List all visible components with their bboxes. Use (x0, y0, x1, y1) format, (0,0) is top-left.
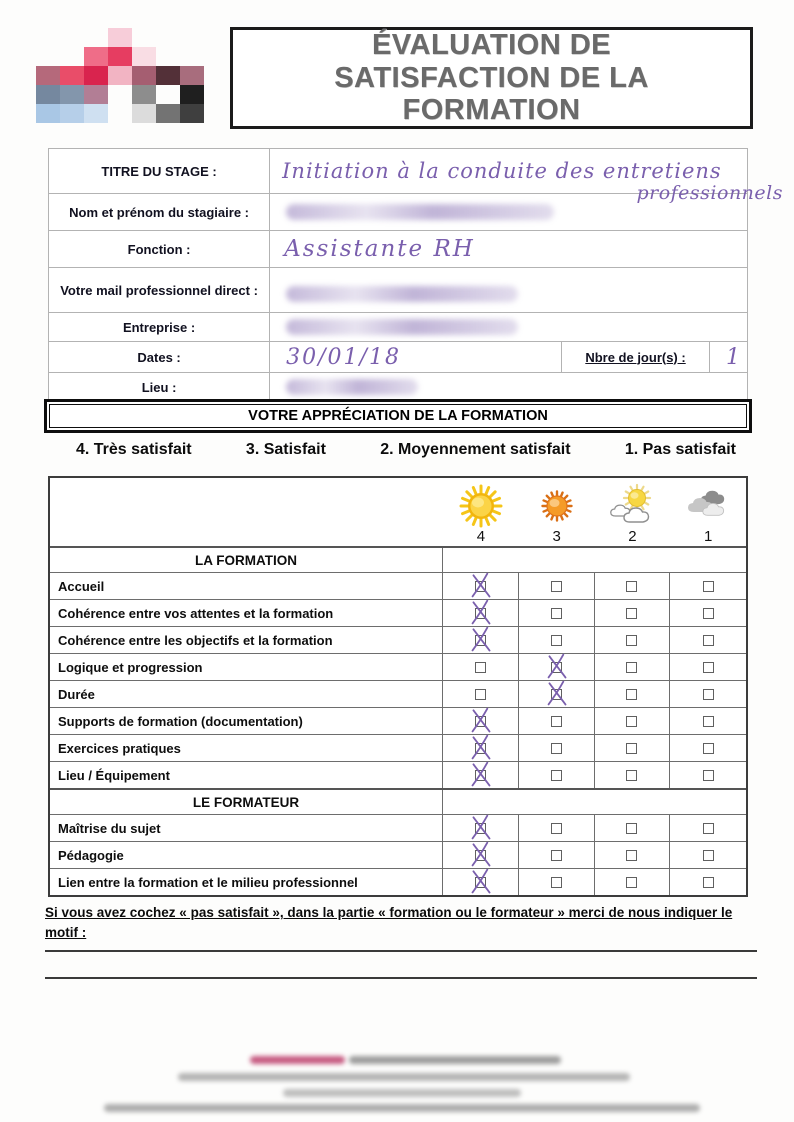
info-row-titre-du-stage (49, 149, 748, 194)
checkbox-cell-rating-1[interactable] (670, 762, 746, 788)
logo-pixel (84, 85, 108, 104)
section-header-spacer (443, 790, 746, 814)
criterion-row (50, 868, 746, 895)
entreprise-value-cell[interactable] (270, 313, 748, 342)
checkbox-cell-rating-4[interactable] (443, 654, 519, 680)
checkbox-cell-rating-3[interactable] (519, 762, 595, 788)
sun-behind-cloud-icon (595, 478, 671, 546)
handwritten-x-mark (469, 706, 494, 734)
checkbox-cell-rating-1[interactable] (670, 735, 746, 761)
redacted-handwriting (286, 204, 554, 220)
fonction-value-cell[interactable] (270, 231, 748, 268)
checkbox-cell-rating-4[interactable] (443, 762, 519, 788)
checkbox-cell-rating-1[interactable] (670, 573, 746, 599)
handwritten-stage-title-overflow: professionnels (636, 182, 783, 204)
checkbox-cell-rating-2[interactable] (595, 815, 671, 841)
checkbox[interactable] (626, 743, 637, 754)
checkbox-cell-rating-4[interactable] (443, 869, 519, 895)
logo-pixel (132, 66, 156, 85)
criterion-label: Accueil (50, 573, 443, 599)
checkbox[interactable] (626, 662, 637, 673)
checkbox[interactable] (626, 823, 637, 834)
redacted-handwriting (286, 319, 518, 335)
criterion-row (50, 707, 746, 734)
handwritten-x-mark (469, 760, 494, 788)
handwritten-x-mark (469, 625, 494, 653)
logo-pixel (156, 66, 180, 85)
checkbox[interactable] (551, 770, 562, 781)
checkbox-cell-rating-3[interactable] (519, 869, 595, 895)
form-title-line: ÉVALUATION DE (371, 29, 612, 62)
checkbox[interactable] (475, 689, 486, 700)
checkbox-cell-rating-2[interactable] (595, 762, 671, 788)
logo-pixel (108, 85, 132, 104)
redacted-handwriting (286, 286, 518, 302)
field-label: Votre mail professionnel direct : (49, 268, 270, 313)
bright-sun-icon (443, 478, 519, 546)
logo-pixel (60, 28, 84, 47)
logo-pixel (36, 85, 60, 104)
logo-pixel (36, 104, 60, 123)
form-title-box (230, 27, 753, 129)
checkbox[interactable] (551, 608, 562, 619)
logo-pixel (132, 104, 156, 123)
criterion-row (50, 734, 746, 761)
checkbox[interactable] (551, 823, 562, 834)
answer-line[interactable] (45, 977, 757, 979)
logo-pixel (60, 104, 84, 123)
logo-pixel (180, 28, 204, 47)
field-label: Entreprise : (49, 313, 270, 342)
logo-pixel (84, 47, 108, 66)
scale-label-moyennement-satisfait: 2. Moyennement satisfait (380, 441, 571, 458)
handwritten-x-mark (469, 598, 494, 626)
field-label: Dates : (49, 342, 270, 373)
logo-pixel (180, 66, 204, 85)
rating-scale-legend (48, 441, 748, 459)
section-header-row (50, 788, 746, 814)
criterion-label: Lien entre la formation et le milieu professionnel (50, 869, 443, 895)
form-title-line: SATISFACTION DE LA (334, 61, 649, 94)
checkbox-cell-rating-1[interactable] (670, 815, 746, 841)
handwritten-fonction: Assistante RH (284, 236, 475, 262)
handwritten-x-mark (469, 733, 494, 761)
nbre-jours-label: Nbre de jour(s) : (562, 342, 710, 373)
checkbox[interactable] (626, 689, 637, 700)
criterion-label: Supports de formation (documentation) (50, 708, 443, 734)
checkbox-cell-rating-2[interactable] (595, 708, 671, 734)
info-row-fonction (49, 231, 748, 268)
field-label: Nom et prénom du stagiaire : (49, 194, 270, 231)
rating-table (48, 476, 748, 897)
info-row-entreprise (49, 313, 748, 342)
logo-pixel (132, 85, 156, 104)
checkbox-cell-rating-4[interactable] (443, 735, 519, 761)
checkbox-cell-rating-2[interactable] (595, 573, 671, 599)
checkbox-cell-rating-4[interactable] (443, 600, 519, 626)
criterion-label: Exercices pratiques (50, 735, 443, 761)
criterion-label: Maîtrise du sujet (50, 815, 443, 841)
checkbox-cell-rating-3[interactable] (519, 735, 595, 761)
logo-pixel (156, 104, 180, 123)
handwritten-x-mark (544, 679, 569, 707)
criterion-row (50, 653, 746, 680)
checkbox-cell-rating-3[interactable] (519, 600, 595, 626)
criterion-row (50, 761, 746, 788)
appreciation-banner-text: VOTRE APPRÉCIATION DE LA FORMATION (49, 404, 747, 428)
logo-pixel (156, 47, 180, 66)
checkbox-cell-rating-4[interactable] (443, 815, 519, 841)
rating-header-spacer (50, 478, 443, 546)
checkbox[interactable] (703, 743, 714, 754)
criterion-row (50, 599, 746, 626)
checkbox-cell-rating-3[interactable] (519, 708, 595, 734)
checkbox[interactable] (703, 635, 714, 646)
logo-pixel (156, 28, 180, 47)
checkbox-cell-rating-1[interactable] (670, 600, 746, 626)
section-title: LA FORMATION (50, 548, 443, 572)
checkbox-cell-rating-2[interactable] (595, 735, 671, 761)
logo-pixel (180, 104, 204, 123)
checkbox-cell-rating-1[interactable] (670, 654, 746, 680)
checkbox[interactable] (551, 635, 562, 646)
field-label: TITRE DU STAGE : (49, 149, 270, 194)
info-row-dates (49, 342, 748, 373)
trainee-info-table (48, 148, 783, 402)
handwritten-x-mark (469, 867, 494, 895)
checkbox-cell-rating-1[interactable] (670, 681, 746, 707)
logo-pixel (36, 66, 60, 85)
checkbox[interactable] (703, 662, 714, 673)
info-row-mail (49, 268, 748, 313)
checkbox[interactable] (626, 635, 637, 646)
dates-value-cell[interactable] (270, 342, 562, 373)
titre-du-stage-value-cell[interactable] (270, 149, 783, 204)
logo-pixel (156, 85, 180, 104)
answer-line[interactable] (45, 950, 757, 952)
logo-pixel (84, 66, 108, 85)
section-title: LE FORMATEUR (50, 790, 443, 814)
checkbox-cell-rating-1[interactable] (670, 708, 746, 734)
checkbox-cell-rating-3[interactable] (519, 842, 595, 868)
criterion-label: Durée (50, 681, 443, 707)
handwritten-nbre-jours: 1 (725, 344, 740, 370)
scale-label-pas-satisfait: 1. Pas satisfait (624, 441, 736, 458)
checkbox-cell-rating-3[interactable] (519, 654, 595, 680)
checkbox-cell-rating-4[interactable] (443, 708, 519, 734)
checkbox-cell-rating-3[interactable] (519, 573, 595, 599)
checkbox-cell-rating-2[interactable] (595, 869, 671, 895)
checkbox[interactable] (626, 877, 637, 888)
redacted-handwriting (286, 379, 418, 395)
motif-note: Si vous avez cochez « pas satisfait », dans la partie « formation ou le formateur » merci de nous indiquer le motif : (45, 905, 733, 941)
rating-number: 3 (552, 527, 561, 545)
logo-pixel (132, 28, 156, 47)
logo-pixel (108, 66, 132, 85)
rating-header-row (50, 478, 746, 546)
rating-number: 1 (703, 527, 713, 545)
checkbox-cell-rating-2[interactable] (595, 627, 671, 653)
nbre-jours-value-cell[interactable] (709, 342, 747, 373)
criterion-row (50, 626, 746, 653)
checkbox[interactable] (703, 689, 714, 700)
handwritten-x-mark (469, 840, 494, 868)
handwritten-x-mark (469, 813, 494, 841)
checkbox[interactable] (703, 877, 714, 888)
logo-pixel (180, 47, 204, 66)
checkbox[interactable] (475, 662, 486, 673)
info-row-lieu (49, 373, 748, 402)
footer-redacted-line (349, 1056, 561, 1064)
checkbox-cell-rating-4[interactable] (443, 627, 519, 653)
checkbox-cell-rating-3[interactable] (519, 815, 595, 841)
field-label: Fonction : (49, 231, 270, 268)
checkbox-cell-rating-2[interactable] (595, 654, 671, 680)
footer-redacted-line (178, 1073, 630, 1081)
checkbox-cell-rating-4[interactable] (443, 842, 519, 868)
criterion-label: Pédagogie (50, 842, 443, 868)
checkbox[interactable] (703, 850, 714, 861)
footer-redacted-line (104, 1104, 700, 1112)
footer-redacted-line (283, 1089, 521, 1097)
checkbox[interactable] (703, 823, 714, 834)
nom-prenom-value-cell[interactable] (270, 194, 748, 231)
criterion-row (50, 841, 746, 868)
checkbox-cell-rating-2[interactable] (595, 842, 671, 868)
section-header-row (50, 546, 746, 572)
rating-number: 2 (628, 527, 637, 545)
checkbox-cell-rating-1[interactable] (670, 842, 746, 868)
redacted-logo (36, 28, 204, 123)
logo-pixel (84, 104, 108, 123)
checkbox[interactable] (626, 716, 637, 727)
handwritten-date: 30/01/18 (286, 344, 401, 370)
checkbox-cell-rating-4[interactable] (443, 681, 519, 707)
logo-pixel (84, 28, 108, 47)
checkbox[interactable] (626, 770, 637, 781)
checkbox-cell-rating-2[interactable] (595, 600, 671, 626)
checkbox[interactable] (703, 608, 714, 619)
checkbox[interactable] (626, 581, 637, 592)
criterion-row (50, 572, 746, 599)
logo-pixel (108, 28, 132, 47)
form-title-line: FORMATION (402, 94, 581, 127)
criterion-row (50, 814, 746, 841)
scale-label-tres-satisfait: 4. Très satisfait (76, 441, 192, 458)
dark-clouds-icon (670, 478, 746, 546)
checkbox[interactable] (551, 877, 562, 888)
logo-pixel (132, 47, 156, 66)
checkbox[interactable] (703, 716, 714, 727)
info-row-nom-prenom (49, 194, 748, 231)
checkbox[interactable] (626, 850, 637, 861)
checkbox-cell-rating-4[interactable] (443, 573, 519, 599)
checkbox[interactable] (551, 743, 562, 754)
checkbox-cell-rating-1[interactable] (670, 627, 746, 653)
mail-value-cell[interactable] (270, 268, 748, 313)
checkbox-cell-rating-3[interactable] (519, 681, 595, 707)
appreciation-banner (44, 399, 752, 433)
checkbox-cell-rating-2[interactable] (595, 681, 671, 707)
logo-pixel (108, 47, 132, 66)
handwritten-x-mark (469, 571, 494, 599)
scale-label-satisfait: 3. Satisfait (245, 441, 326, 458)
logo-pixel (60, 85, 84, 104)
logo-pixel (108, 104, 132, 123)
checkbox[interactable] (626, 608, 637, 619)
rating-number: 4 (476, 527, 486, 545)
checkbox-cell-rating-1[interactable] (670, 869, 746, 895)
criterion-label: Cohérence entre les objectifs et la formation (50, 627, 443, 653)
checkbox[interactable] (551, 716, 562, 727)
handwritten-x-mark (544, 652, 569, 680)
logo-pixel (36, 47, 60, 66)
checkbox[interactable] (703, 770, 714, 781)
logo-pixel (36, 28, 60, 47)
criterion-label: Cohérence entre vos attentes et la formation (50, 600, 443, 626)
section-header-spacer (443, 548, 746, 572)
footer-redacted-accent (250, 1056, 345, 1064)
logo-pixel (60, 47, 84, 66)
criterion-label: Lieu / Équipement (50, 762, 443, 788)
checkbox[interactable] (551, 581, 562, 592)
lieu-value-cell[interactable] (270, 373, 748, 402)
checkbox[interactable] (551, 850, 562, 861)
logo-pixel (60, 66, 84, 85)
criterion-row (50, 680, 746, 707)
orange-sun-icon (519, 478, 595, 546)
logo-pixel (180, 85, 204, 104)
criterion-label: Logique et progression (50, 654, 443, 680)
handwritten-stage-title: Initiation à la conduite des entretiens (282, 159, 722, 183)
checkbox-cell-rating-3[interactable] (519, 627, 595, 653)
checkbox[interactable] (703, 581, 714, 592)
field-label: Lieu : (49, 373, 270, 402)
